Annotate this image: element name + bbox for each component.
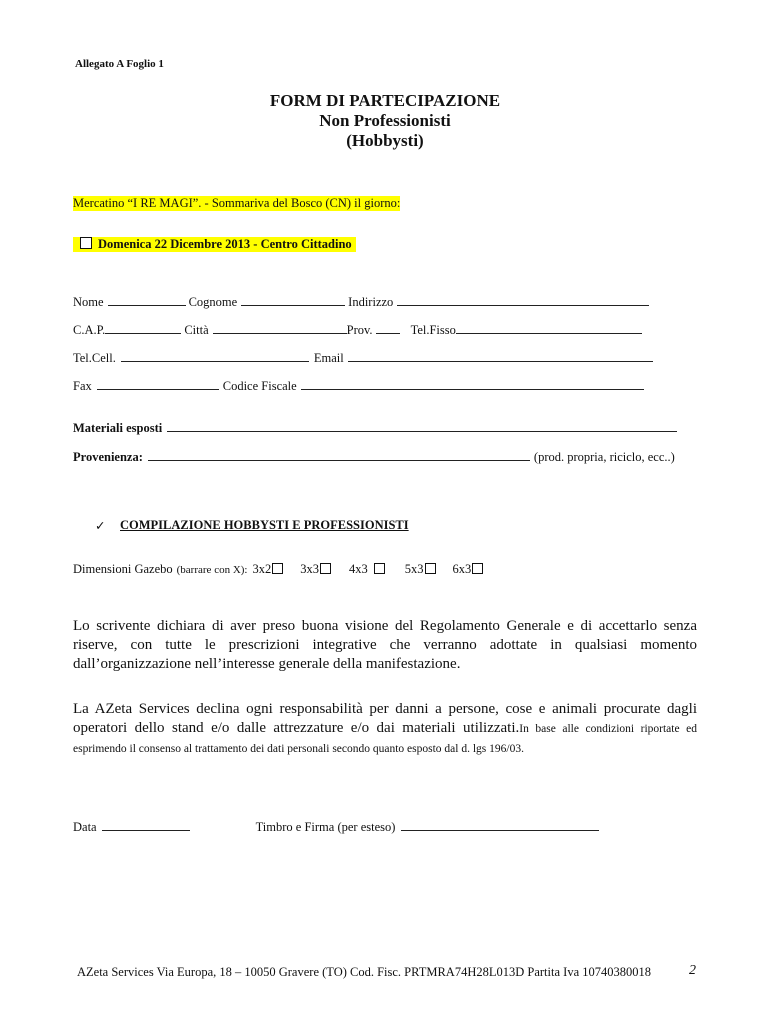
footer-text: AZeta Services Via Europa, 18 – 10050 Gravere (TO) Cod. Fisc. PRTMRA74H28L013D Partita Iva 10740380018 xyxy=(77,965,651,979)
timbro-label: Timbro e Firma (per esteso) xyxy=(255,820,396,834)
firma-field[interactable] xyxy=(401,819,599,831)
gazebo-option-6x3[interactable] xyxy=(453,562,484,577)
allegato-label: Allegato A Foglio 1 xyxy=(75,58,164,70)
gazebo-size-label: 3x3 xyxy=(300,562,319,576)
citta-label: Città xyxy=(184,323,209,337)
cap-label: C.A.P. xyxy=(73,323,106,337)
row-telcell xyxy=(73,350,653,366)
materiali-field[interactable] xyxy=(167,420,677,432)
row-nome xyxy=(73,294,649,310)
form-title: FORM DI PARTECIPAZIONE xyxy=(269,91,501,110)
provenienza-label: Provenienza: xyxy=(73,450,143,464)
gazebo-option-3x2[interactable] xyxy=(253,562,284,577)
date-checkbox[interactable] xyxy=(80,237,92,249)
compilazione-heading: COMPILAZIONE HOBBYSTI E PROFESSIONISTI xyxy=(120,518,409,532)
gazebo-checkbox[interactable] xyxy=(374,563,385,574)
gazebo-size-label: 5x3 xyxy=(404,562,424,576)
prov-label: Prov. xyxy=(346,323,373,337)
gazebo-size-label: 6x3 xyxy=(452,562,472,576)
cognome-field[interactable] xyxy=(241,294,345,306)
fax-label: Fax xyxy=(73,379,92,393)
event-date-option[interactable] xyxy=(73,237,356,252)
fax-field[interactable] xyxy=(97,378,219,390)
row-cap xyxy=(73,322,642,338)
email-field[interactable] xyxy=(348,350,653,362)
cognome-label: Cognome xyxy=(188,295,238,309)
telcell-field[interactable] xyxy=(121,350,309,362)
gazebo-option-3x3[interactable] xyxy=(300,562,331,577)
indirizzo-label: Indirizzo xyxy=(348,295,394,309)
provenienza-field[interactable] xyxy=(148,449,530,461)
gazebo-hint: (barrare con X): xyxy=(176,564,248,576)
declaration-paragraph-1: Lo scrivente dichiara di aver preso buona visione del Regolamento Generale e di accettarlo senza riserve, con tutte le prescrizioni integrative che verranno adottate in qualsiasi momento dall’organizzazione nell’interesse generale della manifestazione. xyxy=(73,618,697,672)
form-subtitle: Non Professionisti xyxy=(319,111,451,130)
telcell-label: Tel.Cell. xyxy=(73,351,116,365)
form-subtitle-hobbysti: (Hobbysti) xyxy=(346,131,424,150)
event-mercatino: Mercatino “I RE MAGI”. - Sommariva del Bosco (CN) il giorno: xyxy=(73,196,401,210)
nome-label: Nome xyxy=(73,295,104,309)
telfisso-field[interactable] xyxy=(456,322,642,334)
prov-field[interactable] xyxy=(376,322,400,334)
row-signature xyxy=(73,819,599,835)
gazebo-size-label: 3x2 xyxy=(252,562,272,576)
declaration-privacy: In base alle condizioni riportate ed esprimendo il consenso al trattamento dei dati personali secondo quanto esposto dal d. lgs 196/03. xyxy=(73,723,697,755)
citta-field[interactable] xyxy=(213,322,347,334)
materiali-label: Materiali esposti xyxy=(73,421,163,435)
codice-fiscale-label: Codice Fiscale xyxy=(222,379,297,393)
telfisso-label: Tel.Fisso xyxy=(410,323,456,337)
gazebo-checkbox[interactable] xyxy=(472,563,483,574)
gazebo-option-5x3[interactable] xyxy=(405,562,436,577)
data-label: Data xyxy=(73,820,97,834)
codice-fiscale-field[interactable] xyxy=(301,378,644,390)
declaration-paragraph-2 xyxy=(73,700,697,759)
row-materiali xyxy=(73,420,677,436)
gazebo-option-4x3[interactable] xyxy=(349,562,385,577)
gazebo-checkbox[interactable] xyxy=(425,563,436,574)
gazebo-checkbox[interactable] xyxy=(272,563,283,574)
gazebo-label: Dimensioni Gazebo xyxy=(73,562,173,576)
declaration-responsibility: La AZeta Services declina ogni responsabilità per danni a persone, cose e animali procurate dagli operatori dello stand e/o dalle attrezzature e/o dai materiali utilizzati. xyxy=(73,701,697,736)
data-field[interactable] xyxy=(102,819,190,831)
indirizzo-field[interactable] xyxy=(397,294,649,306)
gazebo-checkbox[interactable] xyxy=(320,563,331,574)
email-label: Email xyxy=(313,351,344,365)
check-mark: ✓ xyxy=(95,519,106,533)
gazebo-row xyxy=(73,562,483,577)
gazebo-size-label: 4x3 xyxy=(349,562,368,576)
cap-field[interactable] xyxy=(105,322,181,334)
nome-field[interactable] xyxy=(108,294,186,306)
page-number: 2 xyxy=(689,963,696,978)
event-date-label: Domenica 22 Dicembre 2013 - Centro Cittadino xyxy=(98,237,352,251)
row-fax xyxy=(73,378,644,394)
row-provenienza xyxy=(73,449,675,465)
provenienza-hint: (prod. propria, riciclo, ecc..) xyxy=(533,450,675,464)
